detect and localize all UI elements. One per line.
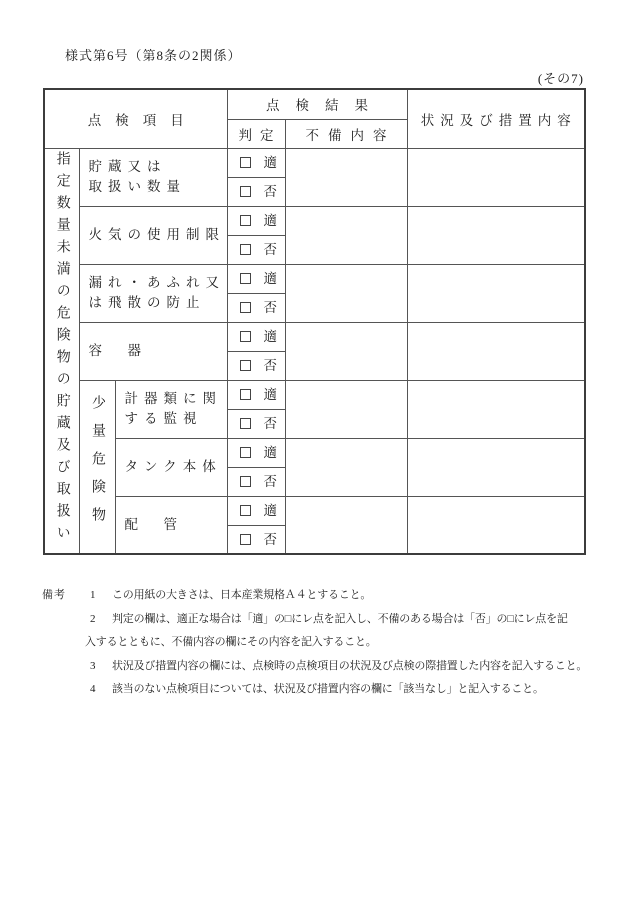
checkbox-fail-label: 否	[263, 299, 278, 315]
item-name-line: 配 管	[124, 516, 183, 532]
item-name-cell	[79, 264, 227, 322]
checkbox-pass-label: 適	[263, 444, 278, 460]
checkbox-fail[interactable]	[240, 534, 251, 545]
checkbox-fail-label: 否	[263, 241, 278, 257]
item-name-line: タンク本体	[124, 459, 222, 474]
judgment-cell	[227, 351, 285, 380]
status-cell	[407, 322, 585, 380]
checkbox-pass-label: 適	[263, 212, 278, 228]
remark-item	[42, 584, 590, 608]
item-name-cell	[79, 206, 227, 264]
checkbox-pass-label: 適	[263, 154, 278, 170]
item-name-line: 取扱い数量	[88, 179, 186, 194]
judgment-cell	[227, 322, 285, 351]
deficiency-cell	[285, 322, 407, 380]
remark-text-continuation: 入するとともに、不備内容の欄にその内容を記入すること。	[85, 636, 377, 648]
judgment-cell	[227, 206, 285, 235]
checkbox-fail[interactable]	[240, 244, 251, 255]
subgroup-label-cell	[79, 380, 115, 554]
checkbox-pass[interactable]	[240, 215, 251, 226]
status-cell	[407, 148, 585, 206]
remark-number: 2	[90, 612, 96, 625]
checkbox-pass[interactable]	[240, 273, 251, 284]
deficiency-cell	[285, 438, 407, 496]
item-row	[44, 496, 585, 525]
item-name-line: する監視	[124, 411, 203, 426]
item-row	[44, 148, 585, 177]
item-row	[44, 206, 585, 235]
checkbox-pass[interactable]	[240, 157, 251, 168]
item-row	[44, 438, 585, 467]
deficiency-cell	[285, 148, 407, 206]
checkbox-pass-label: 適	[263, 502, 278, 518]
remark-number: 3	[90, 659, 96, 672]
deficiency-cell	[285, 496, 407, 554]
checkbox-pass[interactable]	[240, 331, 251, 342]
deficiency-cell	[285, 206, 407, 264]
group-label-vertical: 指定数量未満の危険物の貯蔵及び取扱い	[54, 150, 70, 547]
item-row	[44, 264, 585, 293]
judgment-cell	[227, 264, 285, 293]
item-row	[44, 322, 585, 351]
remark-text: この用紙の大きさは、日本産業規格Ａ４とすること。	[112, 589, 372, 601]
item-name-cell	[79, 148, 227, 206]
deficiency-cell	[285, 380, 407, 438]
checkbox-pass[interactable]	[240, 447, 251, 458]
checkbox-fail[interactable]	[240, 360, 251, 371]
remark-text: 状況及び措置内容の欄には、点検時の点検項目の状況及び点検の際措置した内容を記入すること。	[112, 659, 588, 672]
item-name-line: 貯蔵又は	[88, 159, 167, 174]
item-name-line: 漏れ・あふれ又	[88, 275, 225, 290]
status-cell	[407, 264, 585, 322]
judgment-cell	[227, 293, 285, 322]
judgment-cell	[227, 177, 285, 206]
remark-item	[42, 608, 590, 632]
status-cell	[407, 438, 585, 496]
judgment-cell	[227, 380, 285, 409]
remark-item	[42, 655, 590, 679]
subgroup-label-vertical: 少量危険物	[90, 394, 105, 535]
judgment-cell	[227, 525, 285, 554]
checkbox-fail[interactable]	[240, 418, 251, 429]
sheet-number-label: (その7)	[537, 71, 584, 86]
remarks-section	[42, 584, 590, 702]
status-cell	[407, 496, 585, 554]
judgment-cell	[227, 496, 285, 525]
remark-item	[42, 678, 590, 702]
checkbox-pass[interactable]	[240, 505, 251, 516]
column-header-inspection-item: 点検項目	[44, 89, 227, 148]
judgment-cell	[227, 409, 285, 438]
remark-text: 該当のない点検項目については、状況及び措置内容の欄に「該当なし」と記入すること。	[112, 683, 544, 695]
checkbox-fail-label: 否	[263, 531, 278, 547]
judgment-cell	[227, 148, 285, 177]
status-cell	[407, 380, 585, 438]
item-name-line: 火気の使用制限	[88, 227, 225, 242]
checkbox-fail[interactable]	[240, 476, 251, 487]
item-name-cell	[115, 380, 227, 438]
remark-number: 4	[90, 683, 96, 695]
checkbox-fail-label: 否	[263, 415, 278, 431]
item-name-line: 計器類に関	[124, 391, 222, 406]
checkbox-fail-label: 否	[263, 357, 278, 373]
remark-number: 1	[90, 589, 96, 601]
remark-text: 判定の欄は、適正な場合は「適」の□にレ点を記入し、不備のある場合は「否」の□にレ点を記	[112, 612, 568, 625]
item-name-cell	[115, 496, 227, 554]
item-name-line: は飛散の防止	[88, 295, 206, 310]
group-label-cell	[44, 148, 79, 554]
judgment-cell	[227, 467, 285, 496]
item-row	[44, 380, 585, 409]
checkbox-fail-label: 否	[263, 183, 278, 199]
checkbox-pass-label: 適	[263, 328, 278, 344]
column-header-judgment: 判定	[227, 119, 285, 148]
form-title: 様式第6号（第8条の2関係）	[65, 48, 242, 63]
column-header-deficiency: 不備内容	[285, 119, 407, 148]
item-name-cell	[115, 438, 227, 496]
checkbox-pass-label: 適	[263, 386, 278, 402]
status-cell	[407, 206, 585, 264]
inspection-table	[43, 88, 586, 555]
checkbox-fail-label: 否	[263, 473, 278, 489]
judgment-cell	[227, 438, 285, 467]
checkbox-pass-label: 適	[263, 270, 278, 286]
checkbox-fail[interactable]	[240, 302, 251, 313]
item-name-line: 容 器	[88, 343, 147, 358]
checkbox-fail[interactable]	[240, 186, 251, 197]
deficiency-cell	[285, 264, 407, 322]
judgment-cell	[227, 235, 285, 264]
item-name-cell	[79, 322, 227, 380]
remarks-label: 備考	[42, 589, 66, 601]
column-header-status-measures: 状況及び措置内容	[407, 89, 585, 148]
column-header-inspection-result: 点検結果	[227, 89, 407, 119]
checkbox-pass[interactable]	[240, 389, 251, 400]
